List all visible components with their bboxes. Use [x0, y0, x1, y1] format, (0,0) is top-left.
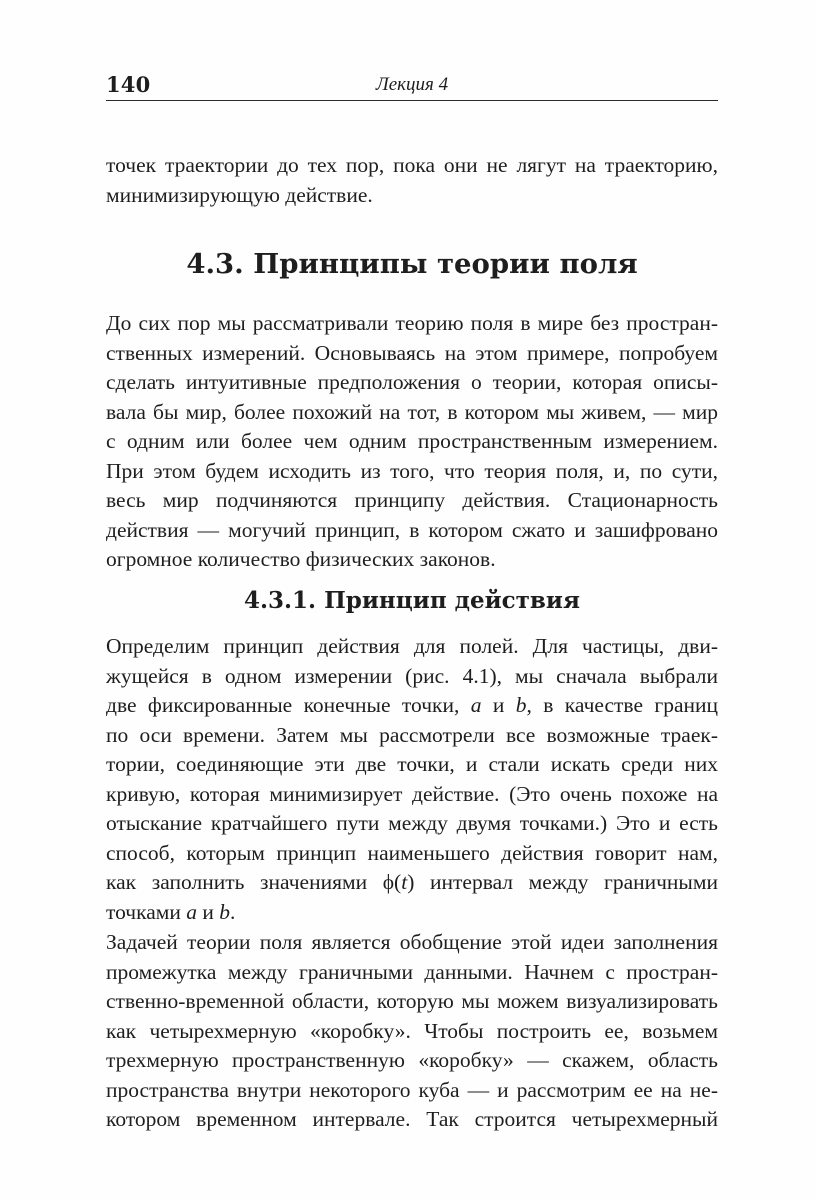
text-line [106, 868, 718, 898]
running-head [106, 66, 718, 101]
page-number: 140 [106, 72, 151, 97]
text-line: пространства внутри некоторого куба — и рассмотрим ее на не- [106, 1077, 718, 1102]
text-line: по оси времени. Затем мы рассмотрели все возможные траек- [106, 722, 718, 747]
text-line: способ, которым принцип наименьшего действия говорит нам, [106, 840, 718, 865]
text-line: трехмерную пространственную «коробку» — скажем, область [106, 1048, 718, 1072]
text-line: огромное количество физических законов. [106, 547, 496, 571]
text-line: действия — могучий принцип, в котором сжато и зашифровано [106, 517, 718, 542]
text-line: вала бы мир, более похожий на тот, в котором мы живем, — мир [106, 399, 718, 424]
field-theory-task-paragraph [106, 928, 718, 1135]
math-variable-t: t [401, 870, 408, 894]
text-line: минимизирующую действие. [106, 182, 373, 207]
text-line: Задачей теории поля является обобщение этой идеи заполнения [106, 930, 718, 954]
text-line: отыскание кратчайшего пути между двумя точками.) Это и есть [106, 811, 718, 835]
text-fragment: и [481, 693, 516, 717]
text-line: с одним или более чем одним пространственным измерением. [106, 429, 718, 453]
text-fragment: и [197, 899, 220, 924]
text-line: как четырехмерную «коробку». Чтобы построить ее, возьмем [106, 1018, 718, 1043]
text-fragment: две фиксированные конечные точки, [106, 693, 471, 717]
math-paren: ) [407, 870, 415, 894]
text-line: промежутка между граничными данными. Начнем с простран- [106, 959, 718, 984]
math-variable-b: b [219, 899, 231, 924]
text-line: весь мир подчиняются принципу действия. Стационарность [106, 488, 718, 512]
text-fragment: точками [106, 899, 187, 924]
text-line: При этом будем исходить из того, что теория поля, и, по сути, [106, 458, 718, 483]
text-fragment: , в качестве границ [526, 693, 719, 717]
text-fragment: интервал между граничными [414, 870, 718, 894]
math-variable-a: a [186, 899, 198, 924]
subsection-title: 4.3.1. Принцип действия [244, 587, 580, 614]
text-line: ственных измерений. Основываясь на этом примере, попробуем [106, 340, 718, 365]
text-line: Определим принцип действия для полей. Для частицы, дви- [106, 634, 718, 658]
text-line: котором временном интервале. Так строится четырехмерный [106, 1107, 718, 1131]
carryover-paragraph [106, 151, 718, 210]
text-line: тории, соединяющие эти две точки, и стали искать среди них [106, 752, 718, 776]
section-title: 4.3. Принципы теории поля [186, 248, 638, 280]
text-line [106, 691, 718, 721]
intro-paragraph [106, 309, 718, 575]
text-line: сделать интуитивные предположения о теории, которая описы- [106, 370, 718, 394]
text-line: До сих пор мы рассматривали теорию поля в мире без простран- [106, 311, 718, 335]
text-line [106, 898, 718, 928]
action-principle-paragraph [106, 632, 718, 927]
text-line: ственно-временной области, которую мы можем визуализировать [106, 989, 718, 1013]
text-line: кривую, которая минимизирует действие. (Это очень похоже на [106, 781, 718, 806]
text-line: жущейся в одном измерении (рис. 4.1), мы сначала выбрали [106, 663, 718, 688]
running-title: Лекция 4 [375, 74, 449, 95]
math-variable-a: a [470, 693, 482, 717]
text-fragment: как заполнить значениями [106, 870, 383, 894]
math-function-phi: ϕ( [382, 870, 402, 894]
math-variable-b: b [515, 693, 527, 717]
text-line: точек траектории до тех пор, пока они не лягут на траекторию, [106, 153, 718, 177]
text-fragment: . [230, 899, 236, 924]
